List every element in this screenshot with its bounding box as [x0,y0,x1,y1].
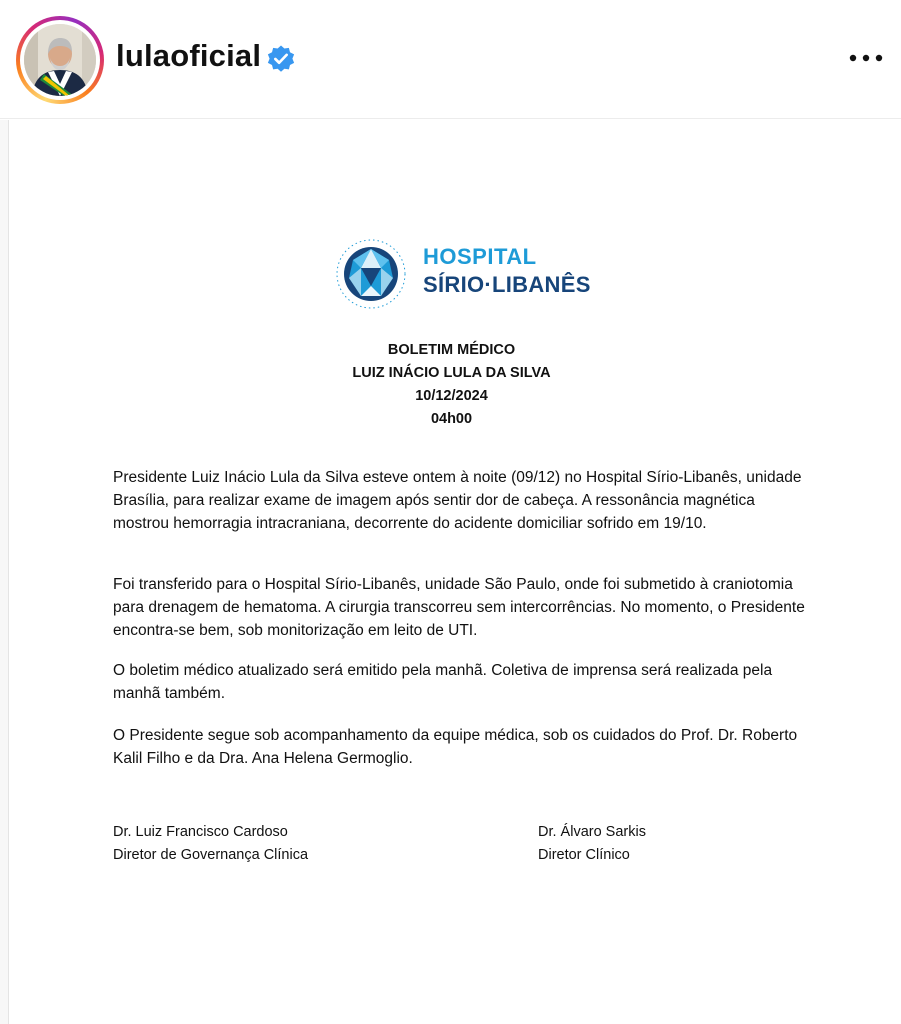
bulletin-paragraph-4: O Presidente segue sob acompanhamento da equipe médica, sob os cuidados do Prof. Dr. Roberto Kalil Filho e da Dra. Ana Helena Germoglio. [113,727,798,767]
post-header [0,0,901,119]
bulletin-paragraph-3: O boletim médico atualizado será emitido pela manhã. Coletiva de imprensa será realizada pela manhã também. [113,662,773,702]
bulletin-paragraph-2: Foi transferido para o Hospital Sírio-Libanês, unidade São Paulo, onde foi submetido à craniotomia para drenagem de hematoma. A cirurgia transcorreu sem intercorrências. No momento, o Presidente encontra-se bem, sob monitorização em leito de UTI. [113,576,805,639]
signature-right [538,821,646,867]
bulletin-time: 04h00 [430,411,473,427]
bulletin-title: BOLETIM MÉDICO [387,342,516,358]
profile-avatar-story-ring[interactable] [16,16,104,104]
post-media[interactable] [0,120,901,1024]
bulletin-heading [1,339,901,431]
bulletin-patient: LUIZ INÁCIO LULA DA SILVA [352,365,551,381]
avatar-photo-icon [24,24,96,96]
signature-role: Diretor Clínico [538,847,630,863]
signature-name: Dr. Álvaro Sarkis [538,824,646,840]
signature-name: Dr. Luiz Francisco Cardoso [113,824,288,840]
profile-avatar[interactable] [24,24,96,96]
signature-left [113,821,308,867]
avatar-border [20,20,100,100]
logo-line-1: HOSPITAL [423,244,537,269]
more-options-icon[interactable] [846,46,886,70]
username[interactable]: lulaoficial [116,38,262,73]
bulletin-paragraph-1: Presidente Luiz Inácio Lula da Silva esteve ontem à noite (09/12) no Hospital Sírio-Libanês, unidade Brasília, para realizar exame de imagem após sentir dor de cabeça. A ressonância magnética mostrou hemorragia intracraniana, decorrente do acidente domiciliar sofrido em 19/10. [113,469,802,532]
signature-role: Diretor de Governança Clínica [113,847,309,863]
logo-line-2: SÍRIO·LIBANÊS [423,272,591,297]
bulletin-date: 10/12/2024 [415,388,488,404]
bulletin-document [8,120,901,1024]
verified-badge-icon [266,44,296,74]
